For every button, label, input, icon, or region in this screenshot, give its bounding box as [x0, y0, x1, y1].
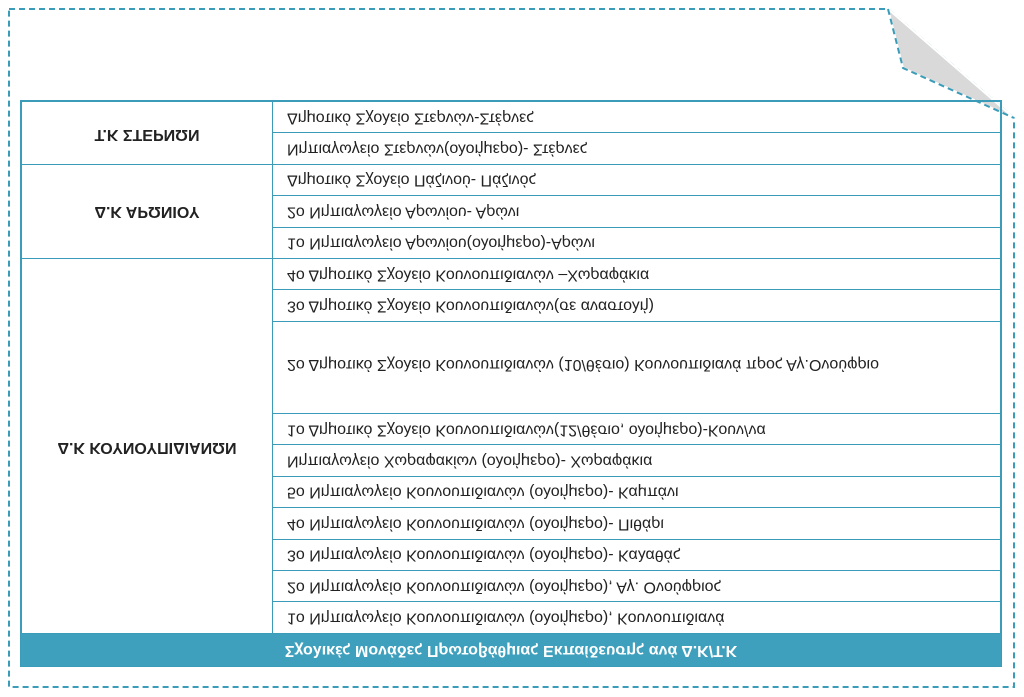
school-cell: Δημοτικό Σχολείο Πάζινού- Πάζινός — [273, 164, 1001, 195]
school-cell: 2ο Δημοτικό Σχολείο Κουνουπιδιανών (10/θέσιο) Κουνουπιδιανά προς Αγ.Ονούφριο — [273, 321, 1001, 413]
school-cell: Δημοτικό Σχολείο Στερνών-Στέρνες — [273, 102, 1001, 133]
unit-cell-aroniou: Δ.Κ ΑΡΩΝΙΟΥ — [22, 164, 273, 258]
schools-table — [21, 101, 1001, 634]
table-caption-bar: Σχολικές Μονάδες Πρωτοβάθμιας Εκπαίδευσης ανά Δ.Κ/Τ.Κ — [21, 634, 1001, 666]
school-cell: 2ο Νηπιαγωγείο Κουνουπιδιανών (ολοήμερο), Αγ. Ονούφριος — [273, 571, 1001, 602]
school-cell: 4ο Νηπιαγωγείο Κουνουπιδιανών (ολοήμερο)- Πιθάρι — [273, 508, 1001, 539]
school-cell: 5ο Νηπιαγωγείο Κουνουπιδιανών (ολοήμερο)- Καμπάνι — [273, 476, 1001, 507]
school-cell: 1ο Νηπιαγωγείο Αρωνίου(ολοήμερο)-Αρώνι — [273, 227, 1001, 258]
table-row — [22, 102, 1001, 133]
school-cell: Νηπιαγωγείο Χωραφακίων (ολοήμερο)- Χωραφάκια — [273, 445, 1001, 476]
schools-table-container — [20, 100, 1002, 667]
school-cell: 4ο Δημοτικό Σχολείο Κουνουπιδιανών –Χωραφάκια — [273, 259, 1001, 290]
school-cell: 1ο Νηπιαγωγείο Κουνουπιδιανών (ολοήμερο), Κουνουπιδιανά — [273, 602, 1001, 634]
unit-cell-sternon: Τ.Κ ΣΤΕΡΝΩΝ — [22, 102, 273, 165]
table-row — [22, 164, 1001, 195]
school-cell: 1ο Δημοτικό Σχολείο Κουνουπιδιανών(12/θέσιο, ολοήμερο)-Κουν/να — [273, 414, 1001, 445]
school-cell: 2ο Νηπιαγωγείο Αρωνίου- Αρώνι — [273, 196, 1001, 227]
school-cell: 3ο Δημοτικό Σχολείο Κουνουπιδιανών(σε αναστολή) — [273, 290, 1001, 321]
unit-cell-kounoupidianon: Δ.Κ ΚΟΥΝΟΥΠΙΔΙΑΝΩΝ — [22, 259, 273, 634]
table-row — [22, 259, 1001, 290]
school-cell: 3ο Νηπιαγωγείο Κουνουπιδιανών (ολοήμερο)- Καλαθάς — [273, 539, 1001, 570]
school-cell: Νηπιαγωγείο Στερνών(ολοήμερο)- Στέρνες — [273, 133, 1001, 164]
